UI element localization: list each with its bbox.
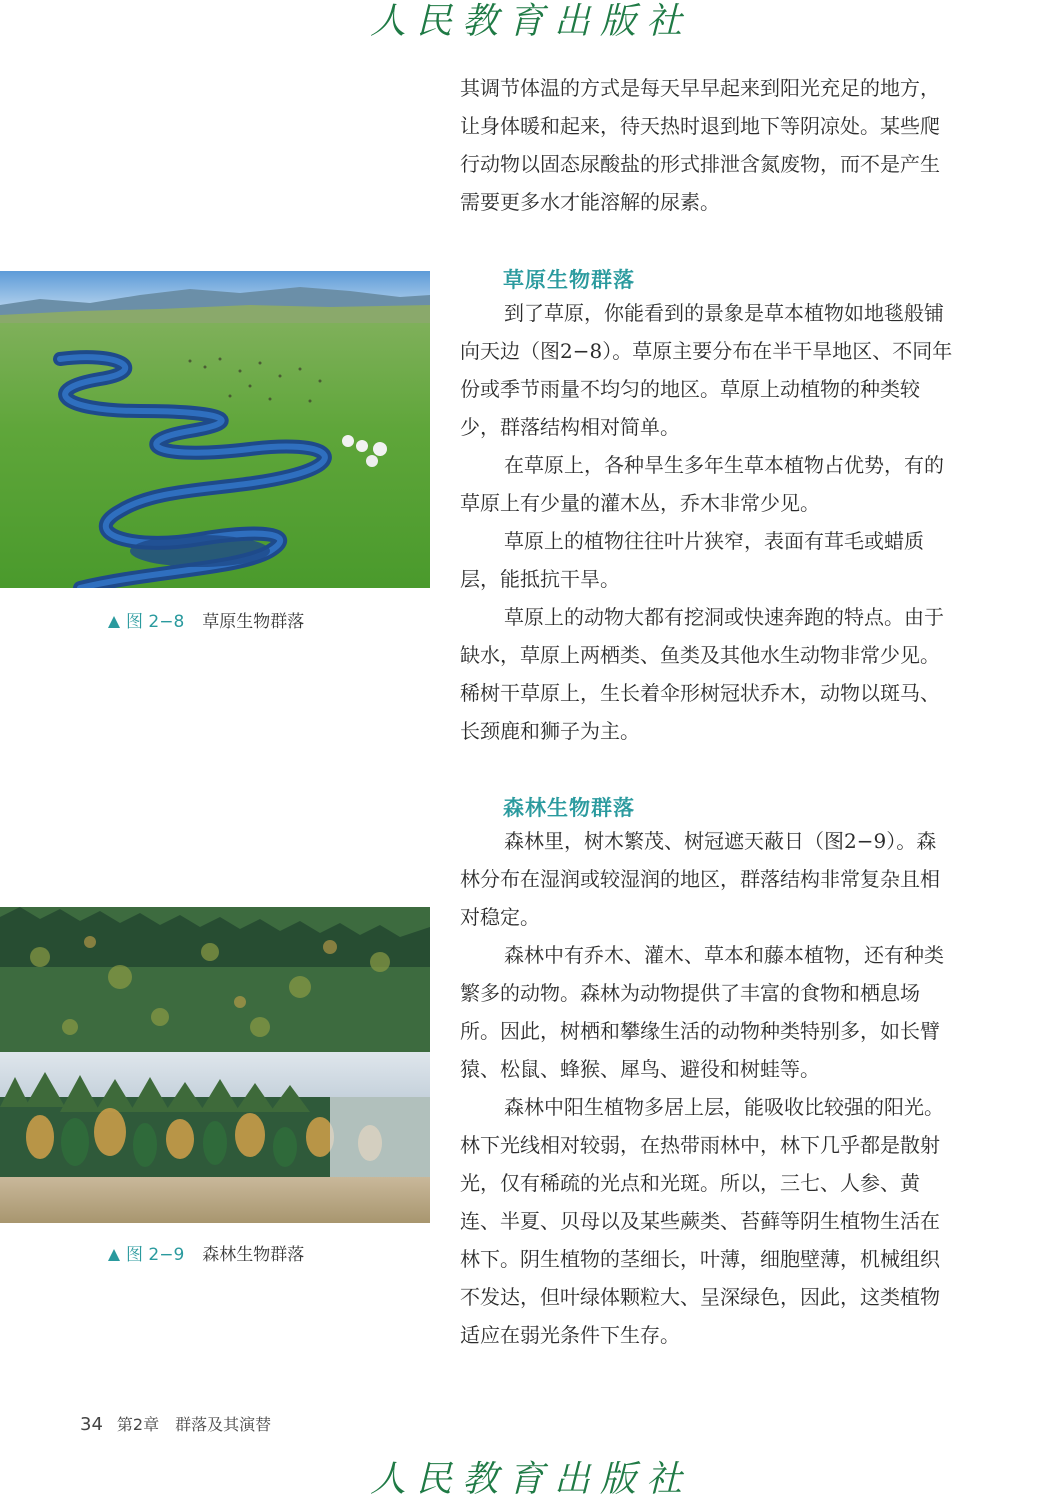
figure-caption-text: 草原生物群落 bbox=[202, 612, 305, 632]
forest-photo bbox=[0, 907, 430, 1223]
intro-text-block bbox=[460, 69, 956, 221]
caption-triangle-icon bbox=[108, 1249, 120, 1261]
chapter-title: 群落及其演替 bbox=[175, 1415, 272, 1434]
figure-caption-text: 森林生物群落 bbox=[202, 1245, 305, 1265]
grassland-photo bbox=[0, 271, 430, 588]
page-footer bbox=[80, 1412, 271, 1435]
grassland-paragraph: 到了草原，你能看到的景象是草本植物如地毯般铺向天边（图2−8）。草原主要分布在半干旱地区、不同年份或季节雨量不均匀的地区。草原上动植物的种类较少，群落结构相对简单。 bbox=[460, 301, 953, 439]
grassland-paragraph: 草原上的植物往往叶片狭窄，表面有茸毛或蜡质层，能抵抗干旱。 bbox=[460, 529, 924, 591]
chapter-label: 第2章 bbox=[116, 1415, 160, 1434]
intro-paragraph: 其调节体温的方式是每天早早起来到阳光充足的地方，让身体暖和起来，待天热时退到地下等阴凉处。某些爬行动物以固态尿酸盐的形式排泄含氮废物，而不是产生需要更多水才能溶解的尿素。 bbox=[460, 76, 940, 214]
caption-triangle-icon bbox=[108, 616, 120, 628]
page-number: 34 bbox=[80, 1414, 103, 1435]
forest-paragraph: 森林里，树木繁茂、树冠遮天蔽日（图2−9）。森林分布在湿润或较湿润的地区，群落结构非常复杂且相对稳定。 bbox=[460, 829, 940, 929]
figure-number: 图 2−8 bbox=[126, 612, 185, 632]
publisher-watermark-bottom: 人民教育出版社 bbox=[369, 1459, 692, 1500]
figure-number: 图 2−9 bbox=[126, 1245, 185, 1265]
grassland-text-block bbox=[460, 294, 956, 750]
forest-paragraph: 森林中阳生植物多居上层，能吸收比较强的阳光。林下光线相对较弱，在热带雨林中，林下几乎都是散射光，仅有稀疏的光点和光斑。所以，三七、人参、黄连、半夏、贝母以及某些蕨类、苔藓等阴生植物生活在林下。阴生植物的茎细长，叶薄，细胞壁薄，机械组织不发达，但叶绿体颗粒大、呈深绿色，因此，这类植物适应在弱光条件下生存。 bbox=[460, 1095, 944, 1347]
grassland-paragraph: 在草原上，各种旱生多年生草本植物占优势，有的草原上有少量的灌木丛，乔木非常少见。 bbox=[460, 453, 944, 515]
publisher-watermark-top: 人民教育出版社 bbox=[369, 1, 692, 42]
grassland-paragraph: 草原上的动物大都有挖洞或快速奔跑的特点。由于缺水，草原上两栖类、鱼类及其他水生动物非常少见。稀树干草原上，生长着伞形树冠状乔木，动物以斑马、长颈鹿和狮子为主。 bbox=[460, 605, 944, 743]
forest-heading: 森林生物群落 bbox=[503, 796, 635, 820]
forest-text-block bbox=[460, 822, 956, 1354]
forest-figure-caption bbox=[108, 1240, 304, 1265]
grassland-heading: 草原生物群落 bbox=[503, 268, 635, 292]
grassland-figure-caption bbox=[108, 607, 304, 632]
forest-paragraph: 森林中有乔木、灌木、草本和藤本植物，还有种类繁多的动物。森林为动物提供了丰富的食物和栖息场所。因此，树栖和攀缘生活的动物种类特别多，如长臂猿、松鼠、蜂猴、犀鸟、避役和树蛙等。 bbox=[460, 943, 944, 1081]
